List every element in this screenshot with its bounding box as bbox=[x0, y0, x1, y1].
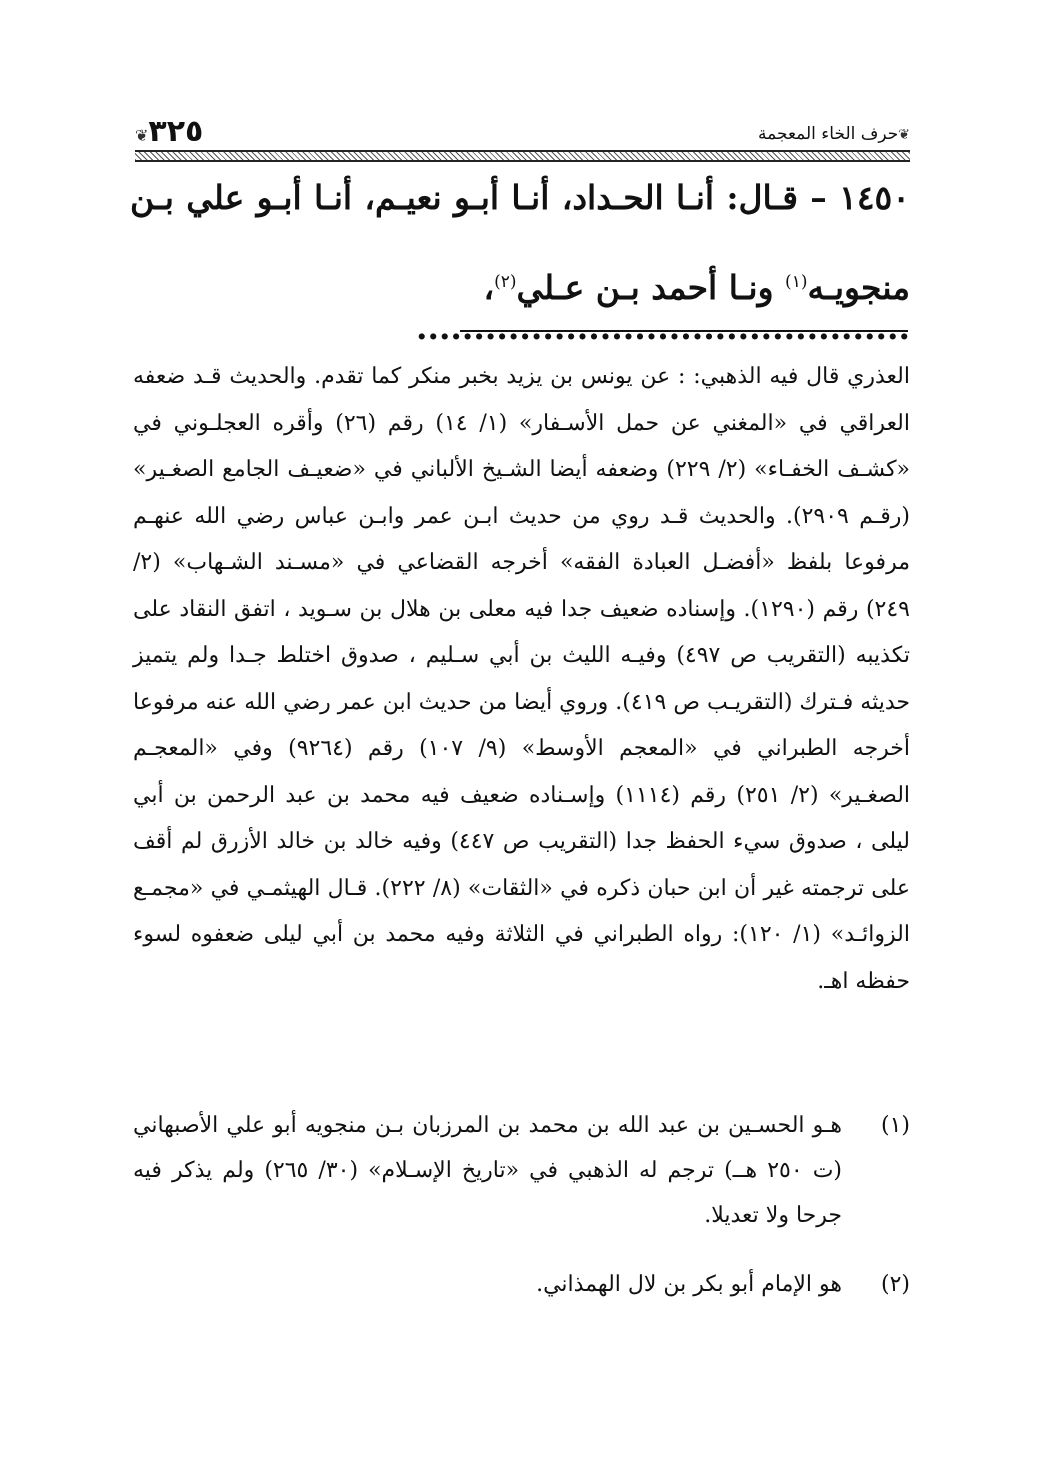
continued-footnote-text: العذري قال فيه الذهبي: : عن يونس بن يزيد بخبر منكر كما تقدم. والحديث قـد ضعفه العراقي في «المغني عن حمل الأسـفار» (١/ ١٤) رقم (٢٦) وأقره العجلـوني في «كشـف الخفـاء» (٢/ ٢٢٩) وضعفه أيضا الشـيخ الألباني في «ضعيـف الجامع الصغـير» (رقـم ٢٩٠٩). والحديث قـد روي من حديث ابـن عمر وابـن عباس رضي الله عنهـم مرفوعا بلفظ «أفضـل العبادة الفقه» أخرجه القضاعي في «مسـند الشـهاب» (٢/ ٢٤٩) رقم (١٢٩٠). وإسناده ضعيف جدا فيه معلى بن هلال بن سـويد ، اتفق النقاد على تكذيبه (التقريب ص ٤٩٧) وفيـه الليث بن أبي سـليم ، صدوق اختلط جـدا ولم يتميز حديثه فـترك (التقريـب ص ٤١٩). وروي أيضا من حديث ابن عمر رضي الله عنه مرفوعا أخرجه الطبراني في «المعجم الأوسط» (٩/ ١٠٧) رقم (٩٢٦٤) وفي «المعجـم الصغـير» (٢/ ٢٥١) رقم (١١١٤) وإسـناده ضعيف فيه محمد بن عبد الرحمن بن أبي ليلى ، صدوق سيء الحفظ جدا (التقريب ص ٤٤٧) وفيه خالد بن خالد الأزرق لم أقف على ترجمته غير أن ابن حبان ذكره في «الثقات» (٨/ ٢٢٢). قـال الهيثمـي في «مجمـع الزوائـد» (١/ ١٢٠): رواه الطبراني في الثلاثة وفيه محمد بن أبي ليلى ضعفوه لسوء حفظه اهـ. bbox=[133, 364, 911, 994]
footnote-1 bbox=[133, 1103, 910, 1238]
footnote-2 bbox=[133, 1262, 910, 1307]
footnote-text: هـو الحسـين بن عبد الله بن محمد بن المرزبان بـن منجويه أبو علي الأصبهاني (ت ٢٥٠ هــ) ترجم له الذهبي في «تاريخ الإسـلام» (٣٠/ ٢٦٥) ولم يذكر فيه جرحا ولا تعديلا. bbox=[133, 1113, 842, 1228]
main-text-line-2: منجويـه$^{(١)}$ ونـا أحمد بـن عـلي$^{(٢)}$، ........................................... bbox=[415, 268, 910, 347]
page-number: ٣٢٥❦ bbox=[135, 114, 204, 149]
footnote-ref-1: (١) bbox=[785, 272, 808, 292]
ornament-icon: ❦ bbox=[135, 126, 149, 145]
footnote-ref-2: (٢) bbox=[494, 272, 517, 292]
main-text-line-1: ١٤٥٠ – قـال: أنـا الحـداد، أنـا أبـو نعيـم، أنـا أبـو علي بـن bbox=[130, 178, 910, 217]
ornament-icon: ❦ bbox=[898, 127, 910, 143]
footnote-number: (٢) bbox=[880, 1272, 910, 1297]
header-rule bbox=[135, 150, 910, 162]
chapter-title: ❦حرف الخاء المعجمة bbox=[758, 124, 910, 144]
footnote-text: هو الإمام أبو بكر بن لال الهمذاني. bbox=[536, 1272, 842, 1297]
continued-footnote bbox=[133, 354, 910, 1005]
footnote-separator bbox=[460, 330, 908, 332]
running-header bbox=[135, 112, 910, 157]
footnote-number: (١) bbox=[880, 1113, 910, 1138]
